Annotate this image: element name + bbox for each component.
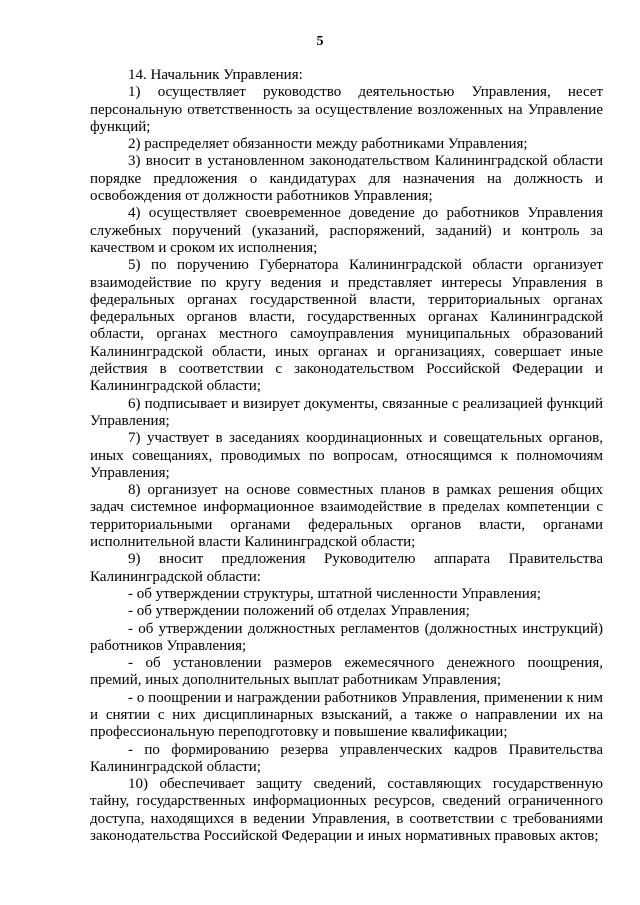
list-item: - об установлении размеров ежемесячного денежного поощрения, премий, иных дополнительных выплат работникам Управления; xyxy=(90,655,603,689)
page-number: 5 xyxy=(316,34,324,49)
list-item: - об утверждении структуры, штатной численности Управления; xyxy=(128,585,541,602)
paragraph: 1) осуществляет руководство деятельностью Управления, несет персональную ответственность за осуществление возложенных на Управление функций; xyxy=(90,84,603,135)
section-heading: 14. Начальник Управления: xyxy=(128,67,303,83)
paragraph: 9) вносит предложения Руководителю аппарата Правительства Калининградской области: xyxy=(90,551,603,585)
list-item: - об утверждении должностных регламентов (должностных инструкций) работников Управления; xyxy=(90,620,603,654)
paragraph: 6) подписывает и визирует документы, связанные с реализацией функций Управления; xyxy=(90,395,603,429)
paragraph: 3) вносит в установленном законодательством Калининградской области порядке предложения о кандидатурах для назначения на должность и освобождения от должности работников Управления; xyxy=(90,153,603,205)
paragraph: 10) обеспечивает защиту сведений, составляющих государственную тайну, государственных информационных ресурсов, сведений ограниченного доступа, находящихся в ведении Управления, в соответствии с требованиями законодательства Российской Федерации и иных нормативных правовых актов; xyxy=(90,776,603,845)
paragraph: 2) распределяет обязанности между работниками Управления; xyxy=(128,136,528,153)
paragraph: 8) организует на основе совместных планов в рамках решения общих задач системное информационное взаимодействие в пределах компетенции с территориальными органами федеральных органов власти, органами исполнительной власти Калининградской области; xyxy=(90,482,603,551)
list-item: - по формированию резерва управленческих кадров Правительства Калининградской области; xyxy=(90,741,603,775)
list-item: - об утверждении положений об отделах Управления; xyxy=(128,603,470,620)
paragraph: 7) участвует в заседаниях координационных и совещательных органов, иных совещаниях, проводимых по вопросам, относящимся к полномочиям Управления; xyxy=(90,430,603,481)
list-item: - о поощрении и награждении работников Управления, применении к ним и снятии с них дисциплинарных взысканий, а также о направлении их на профессиональную переподготовку и повышение квалификации; xyxy=(90,689,603,741)
paragraph: 4) осуществляет своевременное доведение до работников Управления служебных поручений (указаний, распоряжений, заданий) и контроль за качеством и сроком их исполнения; xyxy=(90,205,603,256)
document-body xyxy=(90,67,603,845)
paragraph: 5) по поручению Губернатора Калининградской области организует взаимодействие по кругу ведения и представляет интересы Управления в федеральных органах государственной власти, территориальных органах федеральных органов власти, государственных органах Калининградской области, органах местного самоуправления муниципальных образований Калининградской области, иных органах и организациях, совершает иные действия в соответствии с законодательством Российской Федерации и Калининградской области; xyxy=(90,257,603,395)
